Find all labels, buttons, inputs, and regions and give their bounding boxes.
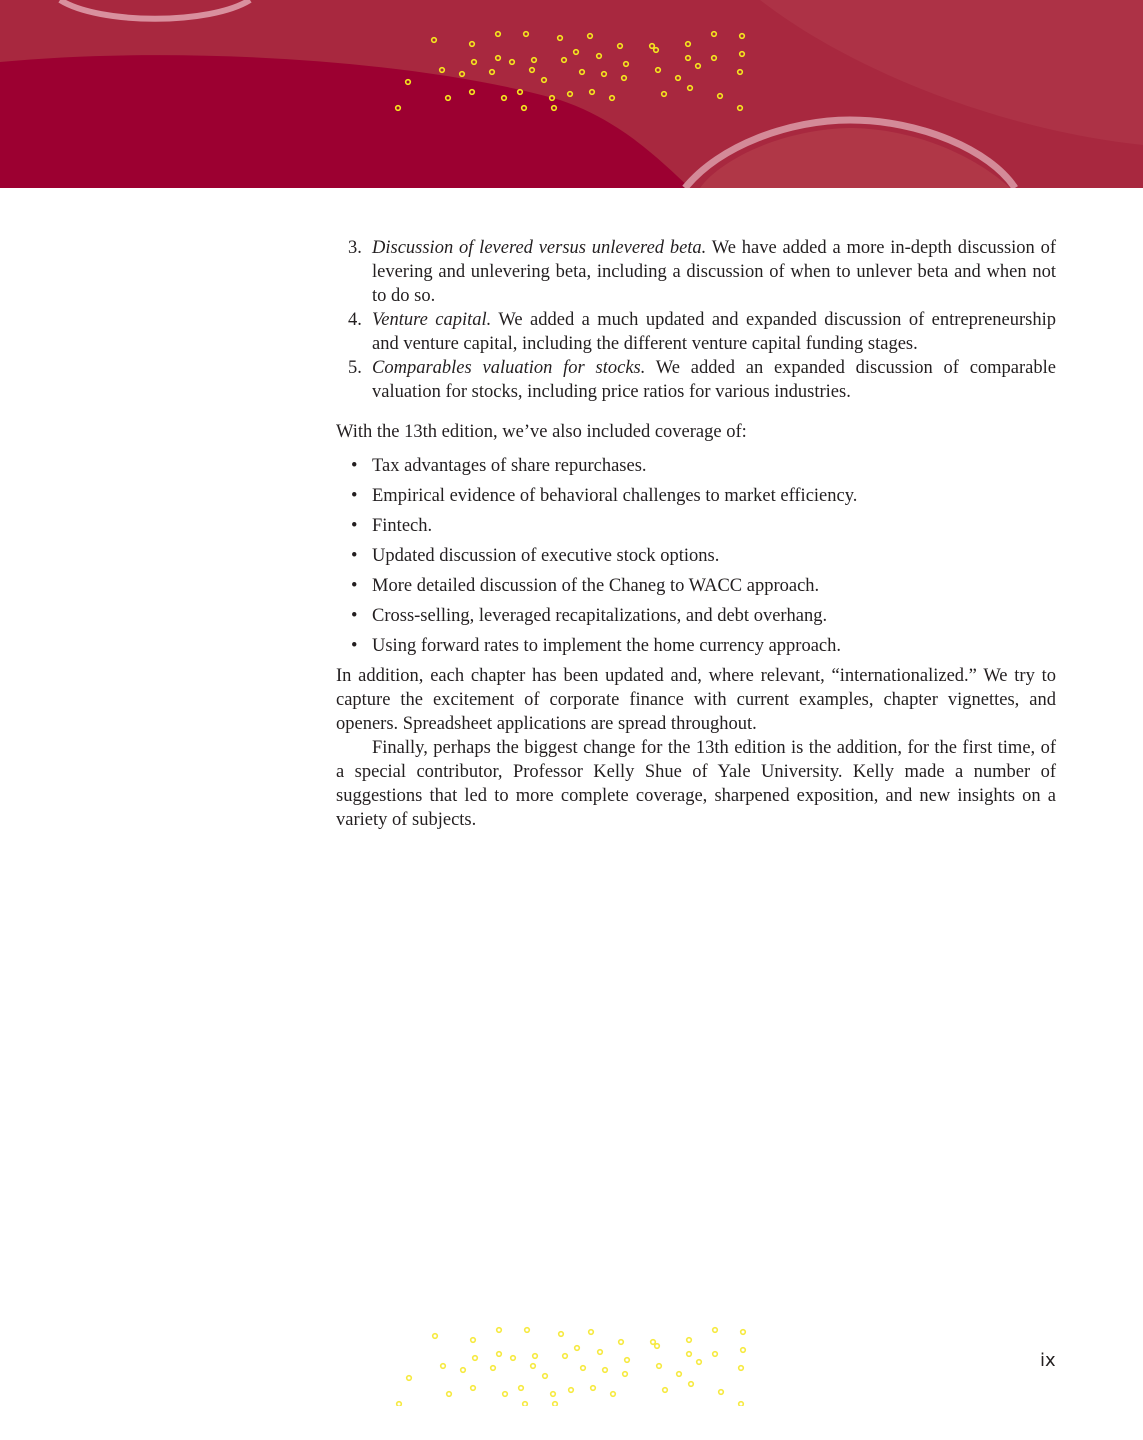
body-paragraph: Finally, perhaps the biggest change for the 13th edition is the addition, for the first time, of a special contributor, Professor Kelly Shue of Yale University. Kelly made a number of suggestions that led to more complete coverage, sharpened exposition, and new insights on a variety of subjects.: [336, 738, 1056, 830]
bullet-icon: •: [351, 486, 358, 506]
item-text: We added an expanded discussion of comparable valuation for stocks, including price ratios for various industries.: [372, 358, 1056, 402]
list-item: [336, 356, 1056, 404]
numbered-list: [336, 236, 1056, 404]
bullet-text: Cross-selling, leveraged recapitalizations, and debt overhang.: [372, 606, 828, 626]
decor-dot: [575, 1346, 580, 1351]
bullet-text: Updated discussion of executive stock options.: [372, 546, 720, 566]
decor-dot: [598, 1350, 603, 1355]
bullet-text: Using forward rates to implement the home currency approach.: [372, 636, 842, 656]
decor-dot: [397, 1402, 402, 1406]
decor-dot: [471, 1386, 476, 1391]
item-text: We have added a more in-depth discussion of levering and unlevering beta, including a discussion of when to unlever beta and when not to do so.: [372, 238, 1056, 306]
list-item: [336, 236, 1056, 308]
decor-dot: [591, 1386, 596, 1391]
bullet-text: Fintech.: [372, 516, 433, 536]
decor-dot: [559, 1332, 564, 1337]
bullet-list: [336, 454, 1056, 658]
decor-dot: [655, 1344, 660, 1349]
bullet-item: [336, 544, 1056, 568]
bullet-item: [336, 574, 1056, 598]
decor-dot: [741, 1330, 746, 1335]
decor-dot: [713, 1352, 718, 1357]
decor-dot: [687, 1352, 692, 1357]
list-number: 5.: [348, 358, 362, 378]
body-paragraph: In addition, each chapter has been updated and, where relevant, “internationalized.” We try to capture the excitement of corporate finance with current examples, chapter vignettes, and openers. Spreadsheet applications are spread throughout.: [336, 666, 1056, 734]
decor-dot: [603, 1368, 608, 1373]
decor-dot: [569, 1388, 574, 1393]
bullet-item: [336, 484, 1056, 508]
decor-dot: [623, 1372, 628, 1377]
list-number: 3.: [348, 238, 362, 258]
bullet-icon: •: [351, 606, 358, 626]
decor-dot: [523, 1402, 528, 1406]
decor-dot: [611, 1392, 616, 1397]
bullet-icon: •: [351, 456, 358, 476]
decor-dot: [739, 1366, 744, 1371]
bullet-text: Tax advantages of share repurchases.: [372, 456, 647, 476]
list-number: 4.: [348, 310, 362, 330]
decor-dot: [533, 1354, 538, 1359]
decor-dot: [525, 1328, 530, 1333]
decor-dot: [511, 1356, 516, 1361]
decor-dot: [713, 1328, 718, 1333]
decor-dot: [589, 1330, 594, 1335]
decor-dot: [473, 1356, 478, 1361]
decor-dot: [503, 1392, 508, 1397]
bullet-icon: •: [351, 516, 358, 536]
decor-dot: [441, 1364, 446, 1369]
bullet-icon: •: [351, 576, 358, 596]
decor-dot: [471, 1338, 476, 1343]
intro-text: With the 13th edition, we’ve also included coverage of:: [336, 422, 747, 442]
decor-dot: [663, 1388, 668, 1393]
bullet-icon: •: [351, 636, 358, 656]
decor-dot: [741, 1348, 746, 1353]
item-title: Comparables valuation for stocks.: [372, 358, 646, 378]
decor-dot: [497, 1352, 502, 1357]
bullet-item: [336, 514, 1056, 538]
item-title: Discussion of levered versus unlevered beta.: [372, 238, 707, 258]
decor-dot: [519, 1386, 524, 1391]
bullet-text: Empirical evidence of behavioral challenges to market efficiency.: [372, 486, 858, 506]
bullet-item: [336, 634, 1056, 658]
decor-dot: [677, 1372, 682, 1377]
decor-dot: [531, 1364, 536, 1369]
decor-dot: [461, 1368, 466, 1373]
decor-dot: [563, 1354, 568, 1359]
header-banner-graphic: [0, 0, 1143, 188]
item-text: We added a much updated and expanded discussion of entrepreneurship and venture capital, including the different venture capital funding stages.: [372, 310, 1056, 354]
decor-dot: [739, 1402, 744, 1406]
bullet-text: More detailed discussion of the Chaneg to WACC approach.: [372, 576, 820, 596]
decor-dot: [687, 1338, 692, 1343]
decor-dot: [543, 1374, 548, 1379]
decor-dot: [447, 1392, 452, 1397]
decor-dot: [625, 1358, 630, 1363]
decor-dot: [619, 1340, 624, 1345]
decor-dot: [551, 1392, 556, 1397]
decor-dot: [657, 1364, 662, 1369]
decor-dot: [689, 1382, 694, 1387]
bullet-item: [336, 604, 1056, 628]
item-title: Venture capital.: [372, 310, 492, 330]
bullet-icon: •: [351, 546, 358, 566]
page-body: [336, 236, 1056, 832]
decor-dot: [491, 1366, 496, 1371]
decor-dot: [407, 1376, 412, 1381]
list-item: [336, 308, 1056, 356]
decor-dot: [697, 1360, 702, 1365]
decor-dot: [719, 1390, 724, 1395]
dot-pattern-bottom: [395, 1326, 750, 1406]
header-banner: [0, 0, 1143, 188]
decor-dot: [581, 1366, 586, 1371]
page-number: ix: [1040, 1350, 1056, 1371]
decor-dot: [433, 1334, 438, 1339]
decor-dot: [553, 1402, 558, 1406]
decor-dot: [497, 1328, 502, 1333]
bullet-item: [336, 454, 1056, 478]
decor-dot: [651, 1340, 656, 1345]
